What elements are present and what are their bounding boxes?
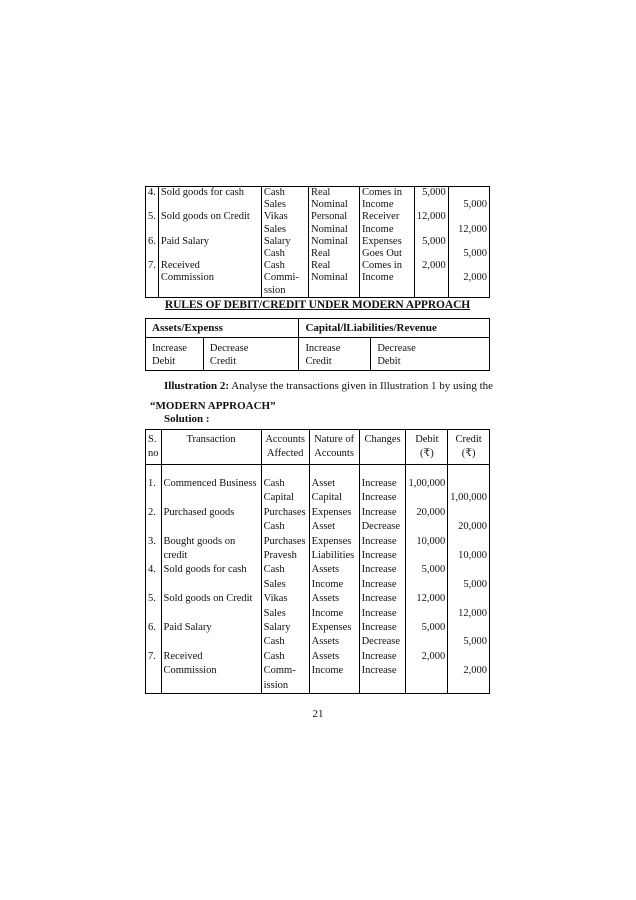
table-cell: 5,000 bbox=[414, 187, 448, 200]
rules-heading: RULES OF DEBIT/CREDIT UNDER MODERN APPROACH bbox=[164, 299, 471, 311]
table-cell: 2. bbox=[146, 506, 162, 520]
table-cell bbox=[146, 199, 159, 211]
table-cell bbox=[360, 285, 415, 298]
table-cell: 2,000 bbox=[448, 272, 489, 284]
table-cell: Assets bbox=[309, 563, 359, 577]
table-cell: Goes Out bbox=[360, 248, 415, 260]
table-cell: credit bbox=[161, 549, 261, 563]
header-row bbox=[146, 430, 490, 465]
table-cell: Increase bbox=[359, 491, 406, 505]
table-cell bbox=[146, 664, 162, 678]
table-cell: Purchases bbox=[261, 535, 309, 549]
table-cell: Real bbox=[309, 260, 360, 272]
table-row bbox=[146, 248, 490, 260]
table-row bbox=[146, 199, 490, 211]
table-cell bbox=[448, 506, 490, 520]
table-cell: Commission bbox=[161, 664, 261, 678]
table-cell bbox=[158, 248, 261, 260]
table-cell bbox=[414, 285, 448, 298]
table-cell: Vikas bbox=[261, 592, 309, 606]
table-row bbox=[146, 578, 490, 592]
table-cell bbox=[406, 607, 448, 621]
table-row bbox=[146, 285, 490, 298]
table-cell: Cash bbox=[261, 520, 309, 534]
table-cell: 10,000 bbox=[448, 549, 490, 563]
table-row bbox=[146, 272, 490, 284]
table-cell bbox=[146, 285, 159, 298]
column-header: Changes bbox=[359, 430, 406, 465]
table-row bbox=[146, 187, 490, 200]
table-cell: Sales bbox=[261, 578, 309, 592]
table-cell: ission bbox=[261, 679, 309, 694]
column-header: Credit (₹) bbox=[448, 430, 490, 465]
table-cell: 1. bbox=[146, 465, 162, 492]
table-row bbox=[146, 650, 490, 664]
table-cell: Liabilities bbox=[309, 549, 359, 563]
table-cell: 4. bbox=[146, 187, 159, 200]
table-row bbox=[146, 260, 490, 272]
table-cell: Increase bbox=[359, 549, 406, 563]
table-cell bbox=[448, 563, 490, 577]
table-cell: Sales bbox=[261, 224, 308, 236]
table-cell: Expenses bbox=[360, 236, 415, 248]
table-cell bbox=[414, 272, 448, 284]
table-cell bbox=[161, 679, 261, 694]
table-cell bbox=[146, 635, 162, 649]
table-cell: Salary bbox=[261, 236, 308, 248]
solution-label: Solution : bbox=[164, 413, 210, 425]
table-cell bbox=[448, 211, 489, 223]
table-cell bbox=[146, 248, 159, 260]
table-cell: Cash bbox=[261, 465, 309, 492]
table-cell: Real bbox=[309, 248, 360, 260]
table-cell: 20,000 bbox=[406, 506, 448, 520]
table-cell: Income bbox=[360, 199, 415, 211]
table-cell: 20,000 bbox=[448, 520, 490, 534]
table-cell bbox=[414, 199, 448, 211]
solution-table bbox=[145, 429, 490, 694]
table-cell: Expenses bbox=[309, 621, 359, 635]
rules-cell: Decrease Debit bbox=[371, 338, 490, 371]
table-cell: Asset bbox=[309, 465, 359, 492]
table-row bbox=[146, 535, 490, 549]
table-cell: Commission bbox=[158, 272, 261, 284]
table-cell bbox=[448, 285, 489, 298]
table-cell: 3. bbox=[146, 535, 162, 549]
rules-header-assets: Assets/Expenss bbox=[146, 319, 299, 338]
table-cell: Cash bbox=[261, 650, 309, 664]
table-cell: Commenced Business bbox=[161, 465, 261, 492]
table-cell bbox=[146, 679, 162, 694]
table-cell bbox=[158, 224, 261, 236]
table-cell bbox=[406, 635, 448, 649]
table-cell: Assets bbox=[309, 592, 359, 606]
table-cell bbox=[158, 285, 261, 298]
table-cell: Assets bbox=[309, 650, 359, 664]
rules-header-capital: Capital/lLiabilities/Revenue bbox=[299, 319, 490, 338]
table-cell: Commi- bbox=[261, 272, 308, 284]
table-cell: Nominal bbox=[309, 272, 360, 284]
table-cell: Cash bbox=[261, 260, 308, 272]
table-cell: 5. bbox=[146, 211, 159, 223]
table-cell: 2,000 bbox=[414, 260, 448, 272]
table-cell: 12,000 bbox=[406, 592, 448, 606]
table-cell bbox=[448, 650, 490, 664]
table-cell: 12,000 bbox=[448, 607, 490, 621]
table-cell bbox=[146, 491, 162, 505]
table-cell bbox=[161, 635, 261, 649]
table-cell bbox=[406, 679, 448, 694]
table-row bbox=[146, 520, 490, 534]
column-header: S. no bbox=[146, 430, 162, 465]
solution-table-body bbox=[146, 465, 490, 694]
table-cell: 7. bbox=[146, 650, 162, 664]
table-cell: Increase bbox=[359, 607, 406, 621]
table-cell bbox=[146, 549, 162, 563]
table-cell: Increase bbox=[359, 664, 406, 678]
table-cell: 12,000 bbox=[414, 211, 448, 223]
table-cell: 2,000 bbox=[448, 664, 490, 678]
table-cell: Sold goods on Credit bbox=[161, 592, 261, 606]
table-cell: Nominal bbox=[309, 236, 360, 248]
table-cell: Increase bbox=[359, 506, 406, 520]
table-row bbox=[146, 211, 490, 223]
table-cell bbox=[448, 679, 490, 694]
table-cell: Purchased goods bbox=[161, 506, 261, 520]
table-cell bbox=[448, 236, 489, 248]
table-cell: Cash bbox=[261, 563, 309, 577]
table-cell: Increase bbox=[359, 578, 406, 592]
table-cell: Sold goods for cash bbox=[161, 563, 261, 577]
table-row bbox=[146, 679, 490, 694]
table-cell: Capital bbox=[261, 491, 309, 505]
table-cell: Sales bbox=[261, 607, 309, 621]
table-row bbox=[146, 621, 490, 635]
table-cell: 1,00,000 bbox=[448, 491, 490, 505]
table-cell: Personal bbox=[309, 211, 360, 223]
table-cell bbox=[146, 520, 162, 534]
table-cell bbox=[161, 520, 261, 534]
table-cell: Expenses bbox=[309, 535, 359, 549]
table-cell: Increase bbox=[359, 592, 406, 606]
table-cell: Paid Salary bbox=[158, 236, 261, 248]
table-cell bbox=[406, 549, 448, 563]
table-cell: Received bbox=[158, 260, 261, 272]
table-cell bbox=[158, 199, 261, 211]
table-cell: Sold goods for cash bbox=[158, 187, 261, 200]
rules-cell: Increase Debit bbox=[146, 338, 204, 371]
table-cell: 5,000 bbox=[448, 199, 489, 211]
table-cell: Income bbox=[309, 607, 359, 621]
table-cell bbox=[161, 607, 261, 621]
table-row bbox=[146, 664, 490, 678]
table-cell: Increase bbox=[359, 621, 406, 635]
table-cell: ssion bbox=[261, 285, 308, 298]
modern-approach-label: “MODERN APPROACH” bbox=[150, 400, 276, 412]
table-cell: 10,000 bbox=[406, 535, 448, 549]
table-cell: Vikas bbox=[261, 211, 308, 223]
table-cell: 5,000 bbox=[406, 563, 448, 577]
table-cell bbox=[406, 520, 448, 534]
solution-table-header bbox=[146, 430, 490, 465]
illustration-label: Illustration 2: bbox=[164, 380, 230, 392]
table-cell bbox=[161, 491, 261, 505]
table-cell: 5. bbox=[146, 592, 162, 606]
table-row bbox=[146, 607, 490, 621]
table-cell: Paid Salary bbox=[161, 621, 261, 635]
illustration-text bbox=[164, 380, 493, 393]
table-row bbox=[146, 491, 490, 505]
table-cell: Asset bbox=[309, 520, 359, 534]
table-cell: 4. bbox=[146, 563, 162, 577]
table-cell bbox=[448, 187, 489, 200]
table-cell: Sales bbox=[261, 199, 308, 211]
table-cell: Purchases bbox=[261, 506, 309, 520]
table-cell: 5,000 bbox=[448, 248, 489, 260]
page-number: 21 bbox=[312, 708, 324, 720]
transactions-table-body bbox=[146, 187, 490, 298]
table-cell bbox=[448, 535, 490, 549]
table-cell bbox=[448, 465, 490, 492]
table-cell: Nominal bbox=[309, 199, 360, 211]
table-row bbox=[146, 236, 490, 248]
table-cell: 5,000 bbox=[414, 236, 448, 248]
table-cell: Comm- bbox=[261, 664, 309, 678]
table-cell bbox=[406, 578, 448, 592]
table-cell: Cash bbox=[261, 187, 308, 200]
table-cell bbox=[406, 664, 448, 678]
table-cell: 5,000 bbox=[448, 578, 490, 592]
table-cell: Assets bbox=[309, 635, 359, 649]
table-cell: Increase bbox=[359, 535, 406, 549]
rules-cell: Increase Credit bbox=[299, 338, 371, 371]
table-cell bbox=[309, 285, 360, 298]
table-row bbox=[146, 592, 490, 606]
table-cell bbox=[359, 679, 406, 694]
table-cell: Decrease bbox=[359, 520, 406, 534]
table-cell: Real bbox=[309, 187, 360, 200]
table-row bbox=[146, 635, 490, 649]
table-row bbox=[146, 224, 490, 236]
table-cell: Capital bbox=[309, 491, 359, 505]
table-row bbox=[146, 563, 490, 577]
table-cell: Comes in bbox=[360, 260, 415, 272]
rules-table bbox=[145, 318, 490, 371]
table-cell: 5,000 bbox=[448, 635, 490, 649]
table-cell: Salary bbox=[261, 621, 309, 635]
column-header: Transaction bbox=[161, 430, 261, 465]
table-cell: Cash bbox=[261, 248, 308, 260]
table-cell bbox=[146, 272, 159, 284]
table-cell: Comes in bbox=[360, 187, 415, 200]
table-cell: Received bbox=[161, 650, 261, 664]
table-row bbox=[146, 549, 490, 563]
column-header: Accounts Affected bbox=[261, 430, 309, 465]
table-cell: Income bbox=[309, 578, 359, 592]
table-cell: Pravesh bbox=[261, 549, 309, 563]
table-cell: 5,000 bbox=[406, 621, 448, 635]
table-cell bbox=[448, 621, 490, 635]
table-cell bbox=[161, 578, 261, 592]
column-header: Nature of Accounts bbox=[309, 430, 359, 465]
rules-cell: Decrease Credit bbox=[203, 338, 299, 371]
transactions-table-continued bbox=[145, 186, 490, 298]
table-cell: Increase bbox=[359, 563, 406, 577]
table-cell: Increase bbox=[359, 650, 406, 664]
table-cell: Increase bbox=[359, 465, 406, 492]
table-cell: Expenses bbox=[309, 506, 359, 520]
table-cell: 12,000 bbox=[448, 224, 489, 236]
table-cell bbox=[414, 248, 448, 260]
table-cell bbox=[309, 679, 359, 694]
table-cell bbox=[448, 260, 489, 272]
table-cell: Income bbox=[360, 272, 415, 284]
table-cell: 6. bbox=[146, 621, 162, 635]
table-cell: Sold goods on Credit bbox=[158, 211, 261, 223]
table-row bbox=[146, 465, 490, 492]
table-cell bbox=[146, 224, 159, 236]
table-cell: 6. bbox=[146, 236, 159, 248]
table-cell: 1,00,000 bbox=[406, 465, 448, 492]
table-cell: Receiver bbox=[360, 211, 415, 223]
table-cell: 7. bbox=[146, 260, 159, 272]
table-cell: Cash bbox=[261, 635, 309, 649]
table-cell bbox=[146, 607, 162, 621]
illustration-body: Analyse the transactions given in Illustration 1 by using the bbox=[229, 380, 494, 392]
table-cell: Bought goods on bbox=[161, 535, 261, 549]
table-cell: 2,000 bbox=[406, 650, 448, 664]
table-cell bbox=[414, 224, 448, 236]
table-cell: Income bbox=[360, 224, 415, 236]
table-cell bbox=[146, 578, 162, 592]
table-cell bbox=[448, 592, 490, 606]
table-cell: Decrease bbox=[359, 635, 406, 649]
column-header: Debit (₹) bbox=[406, 430, 448, 465]
table-row bbox=[146, 506, 490, 520]
table-cell: Nominal bbox=[309, 224, 360, 236]
table-cell bbox=[406, 491, 448, 505]
table-cell: Income bbox=[309, 664, 359, 678]
